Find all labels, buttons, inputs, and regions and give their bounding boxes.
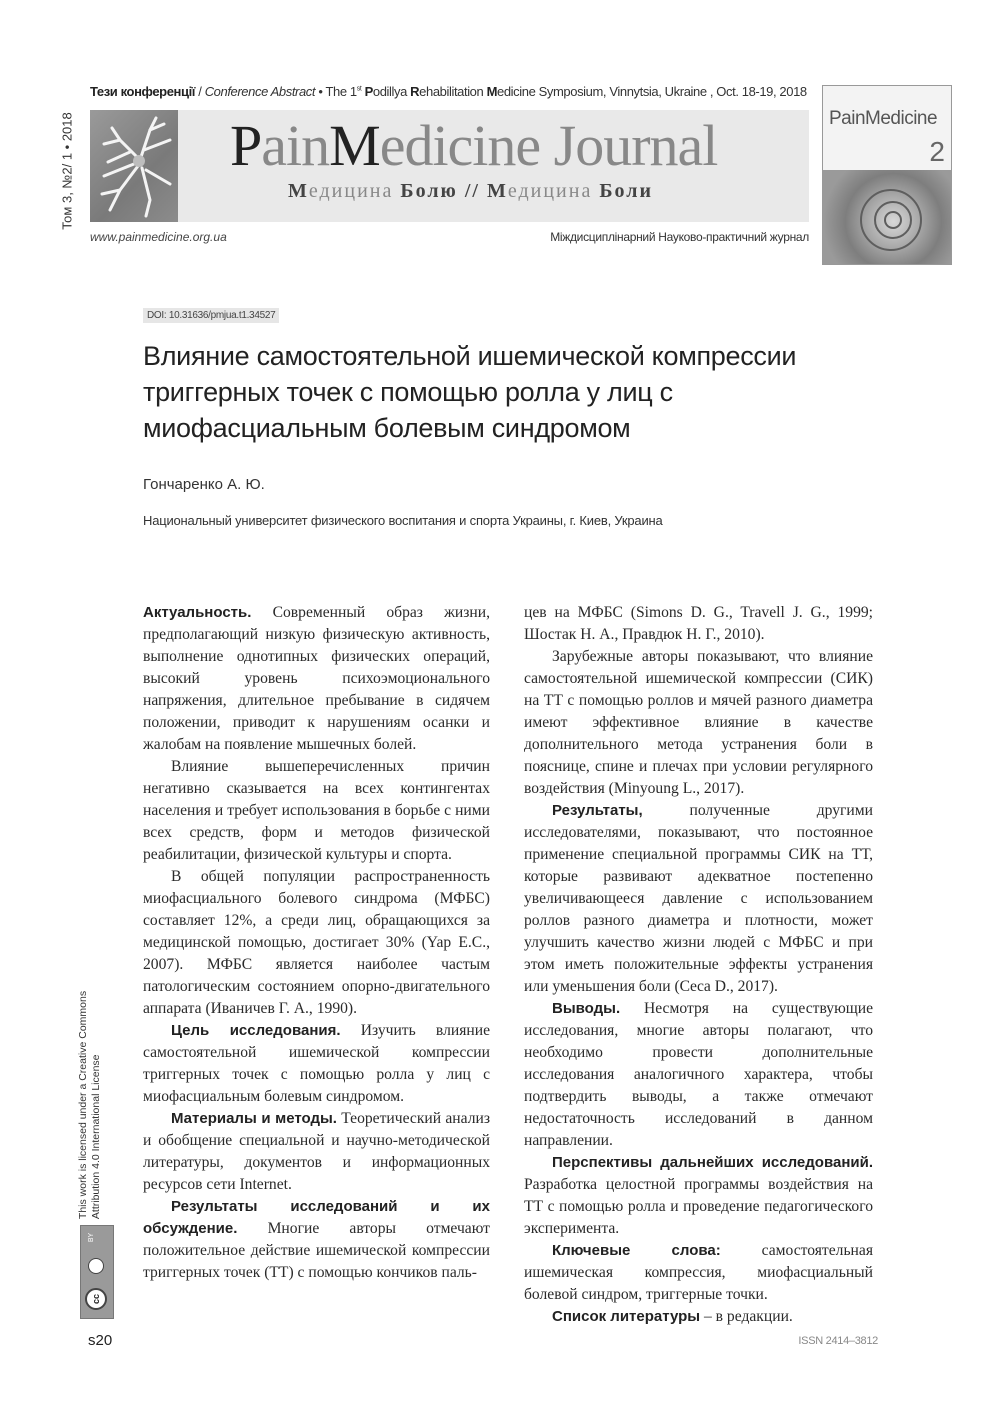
- paragraph-relevance: [143, 602, 490, 756]
- paragraph-perspectives: [524, 1152, 873, 1240]
- paragraph: В общей популяции распространенность миофасциального болевого синдрома (МФБС) составляет 12%, а среди лиц, обращающихся за медицинской помощью, достигает 30% (Yap E.C., 2007). МФБС является наиболее частым патологическим состоянием опорно-двигательного аппарата (Иваничев Г. А., 1990).: [143, 868, 490, 1017]
- section-heading: Результаты,: [552, 802, 643, 819]
- paragraph-text: Несмотря на существующие исследования, многие авторы полагают, что необходимо провести дополнительные исследования аналогичного характера, чтобы подтвердить выводы, а также отмечают недостаточность исследований в данном направлении.: [524, 1000, 873, 1149]
- text-column-right: [524, 602, 873, 1328]
- brand-letter: P: [230, 113, 262, 178]
- doi-label: DOI:: [147, 310, 167, 321]
- section-heading: Цель исследования.: [171, 1022, 341, 1039]
- symposium-word: ehabilitation: [419, 84, 487, 99]
- section-heading: Актуальность.: [143, 604, 252, 621]
- volume-label: [54, 106, 80, 236]
- license-lines: [77, 991, 103, 1219]
- subtitle-part: М: [288, 180, 309, 202]
- license-line-1: This work is licensed under a Creative Commons: [77, 990, 89, 1220]
- volume-text: Том 3, №2/ 1 • 2018: [59, 112, 75, 230]
- subtitle-part: М: [486, 180, 508, 202]
- page-number: s20: [88, 1332, 113, 1349]
- article-author: Гончаренко А. Ю.: [143, 476, 265, 493]
- section-heading: Перспективы дальнейших исследований.: [552, 1154, 873, 1171]
- journal-cover-image: [822, 85, 952, 265]
- section-heading: Материалы и методы.: [171, 1110, 337, 1127]
- author-affiliation: Национальный университет физического воспитания и спорта Украины, г. Киев, Украина: [143, 513, 663, 528]
- initial-p: P: [364, 84, 373, 99]
- paragraph-text: Многие авторы отмечают положительное действие ишемической компрессии триггерных точек (ТТ) с помощью кончиков паль-: [143, 1220, 490, 1281]
- brand-letter: M: [329, 113, 380, 178]
- journal-url[interactable]: www.painmedicine.org.ua: [90, 230, 227, 244]
- paragraph-text: полученные другими исследователями, показывают, что постоянное применение специальной программы СИК на ТТ, которые развивают адекватное постепенно увеличивающееся давление с использованием роллов разного диаметра и плотности, может улучшить качество жизни людей с МФБС и при этом иметь положительные эффекты устранения или уменьшения боли (Ceca D., 2017).: [524, 802, 873, 995]
- paragraph-text: Современный образ жизни, предполагающий низкую физическую активность, выполнение однотипных физических операций, высокий уровень психоэмоционального напряжения, длительное пребывание в сидячем положении, приводит к нарушениям осанки и жалобам на появление мышечных болей.: [143, 604, 490, 753]
- journal-subtitle: [288, 180, 653, 203]
- initial-m: M: [486, 84, 497, 99]
- paragraph-text: Разработка целостной программы воздействия на ТТ с помощью ролла и проведение педагогического эксперимента.: [524, 1176, 873, 1237]
- section-heading: Ключевые слова:: [552, 1242, 721, 1259]
- brand-part: ain: [261, 113, 330, 178]
- section-heading: Список литературы: [552, 1308, 701, 1325]
- paragraph-aim: [143, 1020, 490, 1108]
- cover-title: PainMedicine: [829, 108, 938, 129]
- symposium-details: edicine Symposium, Vinnytsia, Ukraine , Oct. 18-19, 2018: [497, 84, 807, 99]
- paragraph-results: [524, 800, 873, 998]
- paragraph-methods: [143, 1108, 490, 1196]
- neuron-icon: [90, 110, 178, 222]
- paragraph-text: – в редакции.: [700, 1308, 793, 1325]
- paragraph-text: Теоретический анализ и обобщение специальной и научно-методической литературы, документов и информационных ресурсов сети Internet.: [143, 1110, 490, 1193]
- journal-tagline: Міждисциплінарний Науково-практичний журнал: [550, 230, 809, 244]
- license-line-2: Attribution 4.0 International License: [90, 1054, 102, 1220]
- subtitle-part: Боли: [592, 180, 654, 202]
- conference-line: [90, 84, 815, 99]
- shell-icon: [823, 170, 951, 264]
- issn: ISSN 2414–3812: [798, 1335, 878, 1347]
- attribution-person-icon: [88, 1258, 104, 1274]
- doi-value: 10.31636/pmjua.t1.34527: [166, 310, 276, 321]
- paragraph: Зарубежные авторы показывают, что влияние самостоятельной ишемической компрессии (СИК) на ТТ с помощью роллов и мячей разного диаметра имеют эффективное влияние в качестве дополнительного метода устранения боли в пояснице, спине и плечах при условии регулярного воздействия (Minyoung L., 2017).: [524, 648, 873, 797]
- ordinal-suffix: st: [356, 85, 362, 93]
- subtitle-part: едицина: [507, 180, 593, 202]
- by-label: BY: [88, 1232, 96, 1243]
- article-title: Влияние самостоятельной ишемической компрессии триггерных точек с помощью ролла у лиц с миофасциальным болевым синдромом: [143, 341, 797, 443]
- symposium-the: The 1: [325, 84, 357, 99]
- brand-part: edicine Journal: [379, 113, 718, 178]
- journal-title: [230, 112, 717, 179]
- subtitle-part: Болю //: [393, 180, 487, 202]
- license-text: [60, 985, 120, 1225]
- subtitle-part: едицина: [308, 180, 394, 202]
- symposium-word: odillya: [372, 84, 411, 99]
- section-heading: Результаты исследований и их обсуждение.: [143, 1198, 490, 1237]
- separator: /: [195, 84, 205, 99]
- doi-badge[interactable]: [143, 308, 279, 323]
- paragraph-text: самостоятельная ишемическая компрессия, миофасциальный болевой синдром, триггерные точки.: [524, 1242, 873, 1303]
- cover-shell-art: [823, 170, 951, 264]
- paragraph-references: [524, 1306, 873, 1328]
- section-heading: Выводы.: [552, 1000, 621, 1017]
- cc-icon: cc: [85, 1288, 107, 1310]
- paragraph-text: Изучить влияние самостоятельной ишемической компрессии триггерных точек с помощью ролла у лиц с миофасциальным болевым синдромом.: [143, 1022, 490, 1105]
- paragraph-keywords: [524, 1240, 873, 1306]
- cover-issue-number: 2: [929, 136, 945, 167]
- text-column-left: [143, 602, 490, 1284]
- conference-label-en: Conference Abstract: [204, 84, 316, 99]
- neuron-logo-image: [90, 110, 178, 222]
- conference-label-uk: Тези конференції: [90, 84, 196, 99]
- cc-by-badge[interactable]: [80, 1225, 114, 1319]
- bullet: •: [315, 84, 326, 99]
- paragraph: Влияние вышеперечисленных причин негативно сказывается на всех контингентах населения и требует использования в борьбе с ними всех средств, форм и методов физической реабилитации, физической культуры и спорта.: [143, 758, 490, 863]
- paragraph-results-discussion: [143, 1196, 490, 1284]
- paragraph-continued: цев на МФБС (Simons D. G., Travell J. G., 1999; Шостак Н. А., Правдюк Н. Г., 2010).: [524, 604, 873, 643]
- initial-r: R: [410, 84, 420, 99]
- paragraph-conclusions: [524, 998, 873, 1152]
